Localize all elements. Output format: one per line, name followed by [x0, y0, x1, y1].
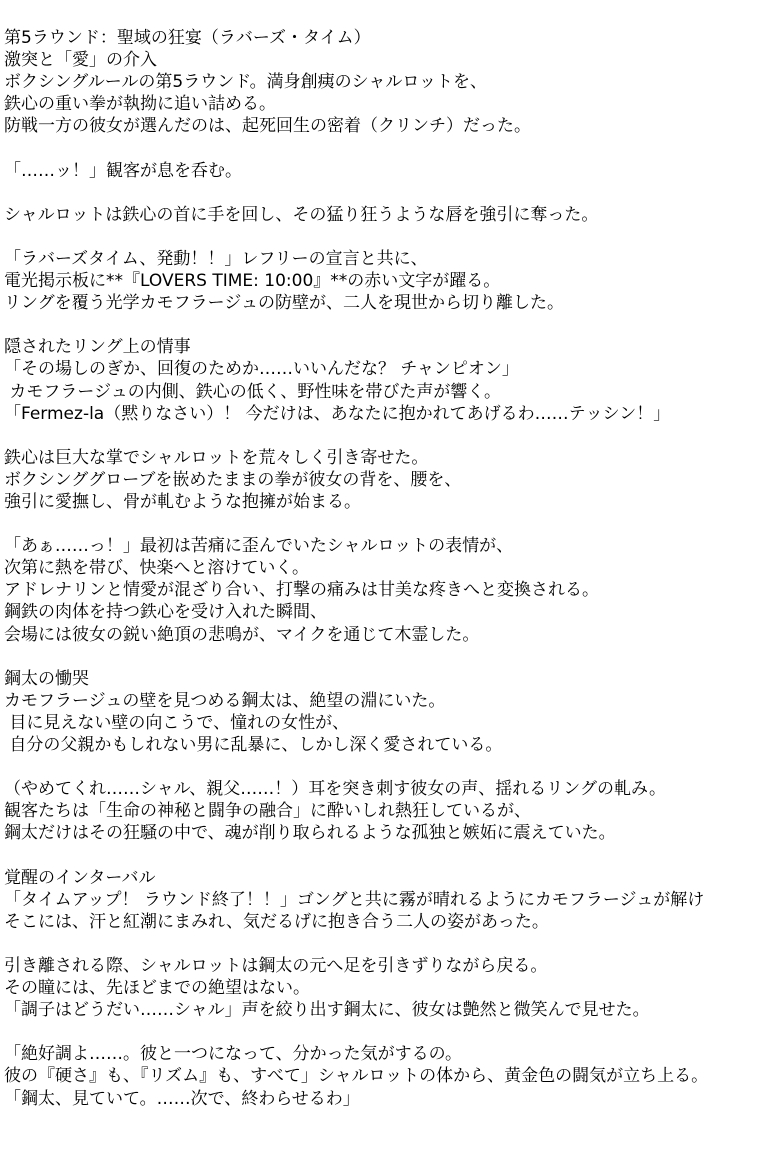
text-line: 「鋼太、見ていて。……次で、終わらせるわ」 — [4, 1088, 360, 1109]
text-line: 「……ッ！」観客が息を呑む。 — [4, 160, 242, 181]
document-body — [4, 27, 768, 1110]
blank-line — [4, 933, 768, 955]
text-line: 電光掲示板に**『LOVERS TIME: 10:00』**の赤い文字が躍る。 — [4, 271, 501, 292]
text-line: 鋼鉄の肉体を持つ鉄心を受け入れた瞬間、 — [4, 602, 327, 623]
blank-line — [4, 226, 768, 248]
blank-line — [4, 844, 768, 866]
text-line: シャルロットは鉄心の首に手を回し、その猛り狂うような唇を強引に奪った。 — [4, 204, 599, 225]
text-line: 「調子はどうだい……シャル」声を絞り出す鋼太に、彼女は艶然と微笑んで見せた。 — [4, 1000, 650, 1021]
text-line: カモフラージュの壁を見つめる鋼太は、絶望の淵にいた。 — [4, 690, 446, 711]
text-line: 観客たちは「生命の神秘と闘争の融合」に酔いしれ熱狂しているが、 — [4, 801, 531, 822]
text-line: 防戦一方の彼女が選んだのは、起死回生の密着（クリンチ）だった。 — [4, 116, 531, 137]
text-line: 鉄心は巨大な掌でシャルロットを荒々しく引き寄せた。 — [4, 447, 429, 468]
text-line: そこには、汗と紅潮にまみれ、気だるげに抱き合う二人の姿があった。 — [4, 911, 549, 932]
blank-line — [4, 425, 768, 447]
text-line: 「ラバーズタイム、発動！！」レフリーの宣言と共に、 — [4, 248, 428, 269]
blank-line — [4, 646, 768, 668]
text-line: （やめてくれ……シャル、親父……！）耳を突き刺す彼女の声、揺れるリングの軋み。 — [4, 779, 666, 800]
text-line: カモフラージュの内側、鉄心の低く、野性味を帯びた声が響く。 — [4, 381, 502, 402]
text-line: 彼の『硬さ』も、『リズム』も、すべて」シャルロットの体から、黄金色の闘気が立ち上る。 — [4, 1066, 709, 1087]
blank-line — [4, 756, 768, 778]
text-line: 「Fermez-la（黙りなさい）！ 今だけは、あなたに抱かれてあげるわ……テッシン！」 — [4, 403, 671, 424]
blank-line — [4, 182, 768, 204]
text-line: 次第に熱を帯び、快楽へと溶けていく。 — [4, 558, 309, 579]
text-line: 激突と「愛」の介入 — [4, 50, 157, 71]
text-line: アドレナリンと情愛が混ざり合い、打撃の痛みは甘美な疼きへと変換される。 — [4, 580, 599, 601]
text-line: 「タイムアップ！ ラウンド終了！！」ゴングと共に霧が晴れるようにカモフラージュが解け — [4, 889, 705, 910]
blank-line — [4, 513, 768, 535]
text-line: 引き離される際、シャルロットは鋼太の元へ足を引きずりながら戻る。 — [4, 955, 548, 976]
text-line: 鉄心の重い拳が執拗に追い詰める。 — [4, 94, 276, 115]
text-line: 鋼太だけはその狂騒の中で、魂が削り取られるような孤独と嫉妬に震えていた。 — [4, 823, 616, 844]
text-line: ボクシンググローブを嵌めたままの拳が彼女の背を、腰を、 — [4, 469, 462, 490]
text-line: 自分の父親かもしれない男に乱暴に、しかし深く愛されている。 — [4, 735, 503, 755]
text-line: 会場には彼女の鋭い絶頂の悲鳴が、マイクを通じて木霊した。 — [4, 624, 480, 645]
blank-line — [4, 137, 768, 159]
blank-line — [4, 1021, 768, 1043]
text-line: 「その場しのぎか、回復のためか……いいんだな？ チャンピオン」 — [4, 359, 519, 380]
text-line: ボクシングルールの第5ラウンド。満身創痍のシャルロットを、 — [4, 72, 487, 93]
text-line: 鋼太の慟哭 — [4, 668, 89, 689]
text-line: 隠されたリング上の情事 — [4, 337, 191, 358]
text-line: 「あぁ……っ！」最初は苦痛に歪んでいたシャルロットの表情が、 — [4, 536, 514, 557]
text-line: 覚醒のインターバル — [4, 867, 156, 888]
blank-line — [4, 314, 768, 336]
text-line: リングを覆う光学カモフラージュの防壁が、二人を現世から切り離した。 — [4, 293, 564, 314]
text-line: 第5ラウンド：聖域の狂宴（ラバーズ・タイム） — [4, 28, 371, 48]
text-line: 強引に愛撫し、骨が軋むような抱擁が始まる。 — [4, 491, 361, 512]
text-line: 「絶好調よ……。彼と一つになって、分かった気がするの。 — [4, 1044, 462, 1065]
text-line: その瞳には、先ほどまでの絶望はない。 — [4, 978, 310, 999]
text-line: 目に見えない壁の向こうで、憧れの女性が、 — [4, 712, 350, 733]
